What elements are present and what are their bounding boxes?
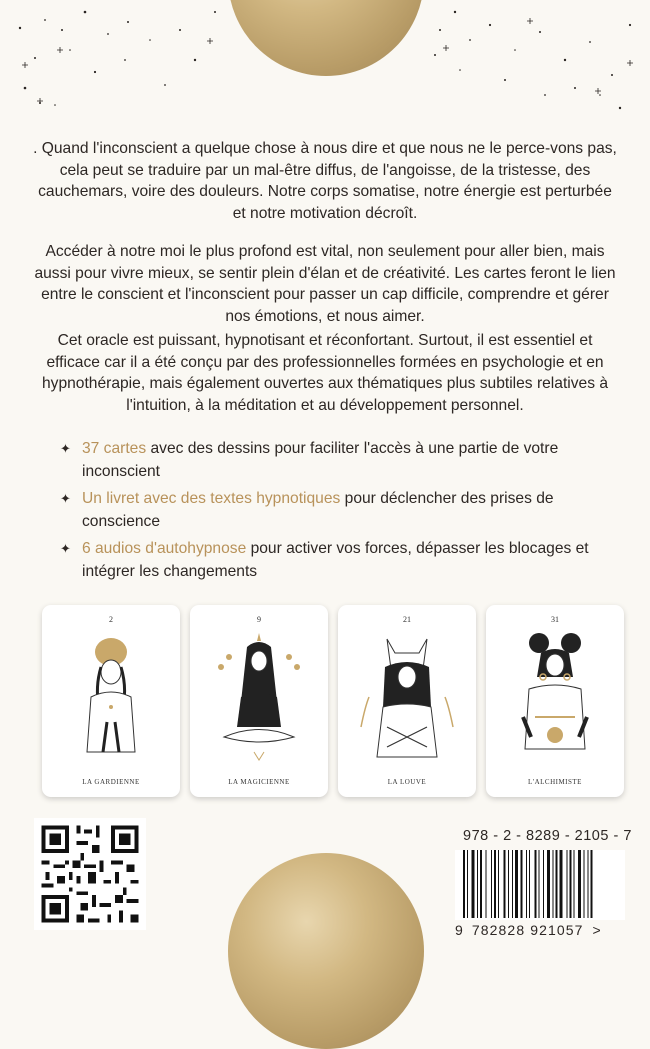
barcode-bar [498,850,499,918]
card-name: LA GARDIENNE [82,778,140,786]
barcode-bar [567,850,568,918]
card-number: 2 [109,615,113,624]
intro-paragraph-1: . Quand l'inconscient a quelque chose à nous dire et que nous ne le perce-vons pas, cela peut se traduire par un mal-être diffus, de l'angoisse, de la tristesse, des cauchemars, voire des douleurs. Notre corps somatise, notre énergie est perturbée et notre motivation décroît. [33,140,617,222]
barcode-bar [491,850,492,918]
qr-code[interactable] [34,818,146,930]
barcode-bar [583,850,584,918]
barcode-bar [529,850,530,918]
starfield-decoration [0,0,650,120]
card-number: 31 [551,615,559,624]
barcode-bar [471,850,474,918]
barcode-bar [526,850,527,918]
oracle-card-row [42,605,612,800]
intro-paragraph-3: Cet oracle est puissant, hypnotisant et réconfortant. Surtout, il est essentiel et efficace car il a été conçu par des professionnelles formées en psychologie et en hypnothérapie, mais également ouvertes aux thématiques plus subtiles relatives à l'intuition, à la méditation et au développement personnel. [41,332,609,414]
barcode-bar [485,850,486,918]
barcode-bar [534,850,536,918]
oracle-card-louve [338,605,476,797]
oracle-card-magicienne [190,605,328,797]
barcode-bar [578,850,581,918]
barcode-bar [520,850,522,918]
card-name: L'ALCHIMISTE [528,778,582,786]
feature-highlight: 6 audios d'autohypnose [82,540,247,557]
card-name: LA MAGICIENNE [228,778,290,786]
barcode-bar [480,850,482,918]
barcode-bar [515,850,518,918]
card-name: LA LOUVE [387,778,427,786]
feature-highlight: 37 cartes [82,440,147,457]
barcode-bar [477,850,478,918]
barcode-bar [467,850,468,918]
barcode-bar [547,850,550,918]
barcode-bar [508,850,509,918]
wolf-woman-illustration [347,627,467,767]
intro-paragraph-2: Accéder à notre moi le plus profond est vital, non seulement pour aller bien, mais aussi pour vivre mieux, se sentir plein d'élan et de créativité. Les cartes feront le lien entre le conscient et l'inconscient pour passer un cap difficile, comprendre et gérer nos émotions, et nous aimer. [34,243,616,325]
feature-item [60,438,600,483]
gold-moon-bottom [228,853,424,1049]
barcode-bar [590,850,592,918]
woman-guardian-illustration [51,627,171,767]
barcode-number: 782828 921057 [471,922,584,938]
feature-list [60,438,600,588]
barcode-bar [569,850,571,918]
alchemist-woman-illustration [495,627,615,767]
four-point-star-icon: ✦ [60,541,71,556]
barcode-bar [555,850,557,918]
barcode-bar [494,850,496,918]
barcode-digits [455,922,635,938]
barcode-bar [574,850,575,918]
feature-text: pour activer vos forces, dépasser les blocages et intégrer les changements [82,540,589,580]
feature-item [60,538,600,583]
oracle-card-gardienne [42,605,180,797]
card-number: 9 [257,615,261,624]
barcode-bar [553,850,554,918]
feature-highlight: Un livret avec des textes hypnotiques [82,490,341,507]
barcode-bar [543,850,544,918]
feature-text: pour déclencher des prises de conscience [82,490,554,530]
barcode-bar [504,850,506,918]
isbn-label: 978 - 2 - 8289 - 2105 - 7 [463,828,632,844]
feature-text: avec des dessins pour faciliter l'accès à une partie de votre inconscient [82,440,559,480]
four-point-star-icon: ✦ [60,441,71,456]
feature-item [60,488,600,533]
oracle-card-alchimiste [486,605,624,797]
ean-barcode [455,850,625,920]
barcode-bar [512,850,513,918]
barcode-bar [463,850,465,918]
card-number: 21 [403,615,411,624]
barcode-arrow: > [592,922,602,938]
barcode-first-digit: 9 [455,922,464,938]
four-point-star-icon: ✦ [60,491,71,506]
meditating-woman-illustration [199,627,319,767]
barcode-bar [539,850,540,918]
barcode-bar [588,850,589,918]
barcode-bar [560,850,563,918]
